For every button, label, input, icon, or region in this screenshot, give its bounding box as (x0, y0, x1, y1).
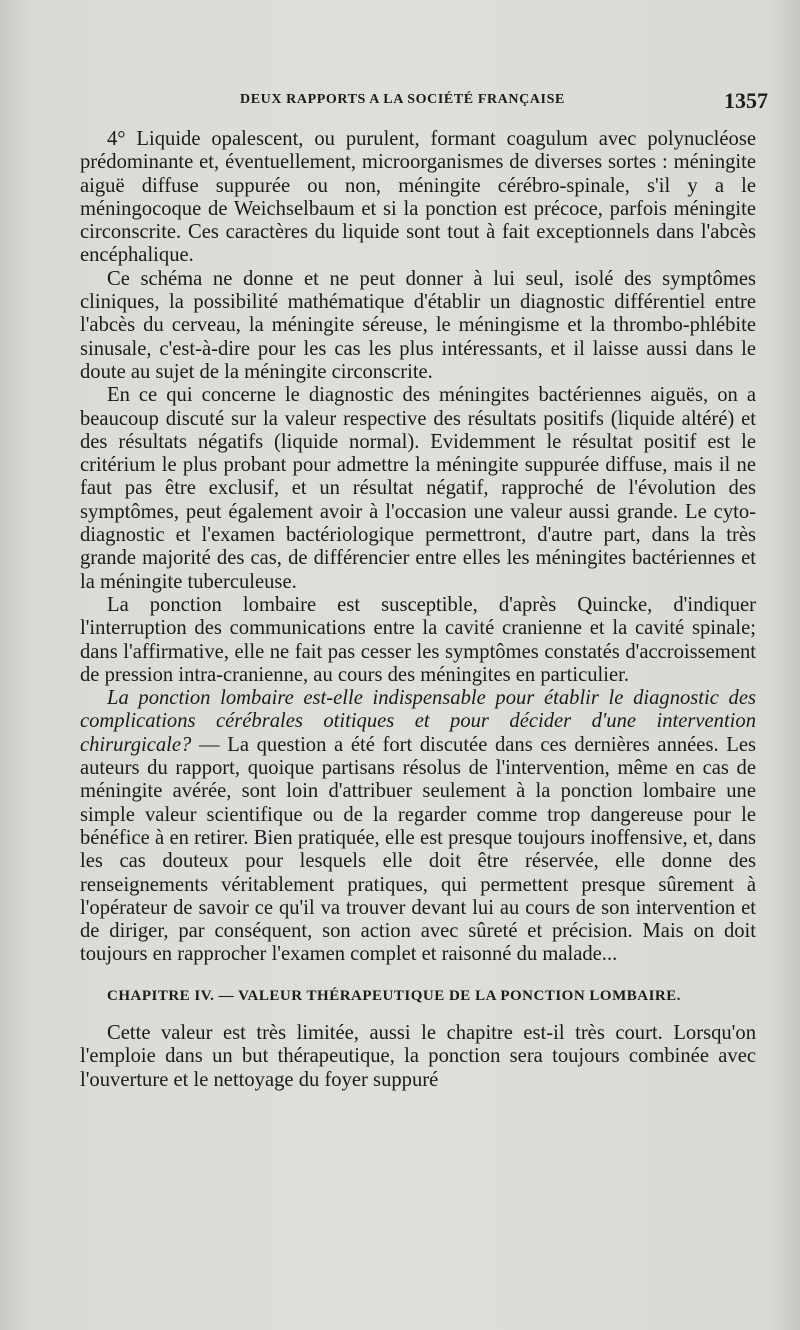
italic-question: La ponction lombaire est-elle indispensable pour établir le diagnostic des complications cérébrales otitiques et pour décider d'une intervention chirurgicale? (80, 687, 756, 756)
paragraph-therapeutic-value: Cette valeur est très limitée, aussi le chapitre est-il très court. Lorsqu'on l'emploie dans un but thérapeutique, la ponction sera toujours combinée avec l'ouverture et le nettoyage du foyer suppuré (80, 1021, 756, 1091)
body-text (80, 128, 756, 1092)
chapter-heading (80, 985, 756, 1008)
chapter-title: — VALEUR THÉRAPEUTIQUE DE LA PONCTION LOMBAIRE. (214, 987, 682, 1004)
page-number: 1357 (724, 88, 768, 113)
paragraph-answer: — La question a été fort discutée dans ces dernières années. Les auteurs du rapport, quoique partisans résolus de l'intervention, même en cas de méningite avérée, sont loin d'attribuer seulement à la ponction lombaire une simple valeur scientifique ou de la regarder comme trop dangereuse pour le bénéfice à en retirer. Bien pratiquée, elle est presque toujours inoffensive, et, dans les cas douteux pour lesquels elle doit être réservée, elle donne des renseignements véritablement pratiques, qui permettent presque sûrement à l'opérateur de savoir ce qu'il va trouver devant lui au cours de son intervention et de diriger, par conséquent, son action avec sûreté et précision. Mais on doit toujours en rapprocher l'examen complet et raisonné du malade... (80, 733, 756, 966)
chapter-label: CHAPITRE IV. (107, 987, 215, 1004)
running-head: DEUX RAPPORTS A LA SOCIÉTÉ FRANÇAISE (240, 92, 565, 107)
paragraph-schema-limits: Ce schéma ne donne et ne peut donner à lui seul, isolé des symptômes cliniques, la possibilité mathématique d'établir un diagnostic différentiel entre l'abcès du cerveau, la méningite séreuse, le méningisme et la thrombo-phlébite sinusale, c'est-à-dire pour les cas les plus intéressants, et il laisse aussi dans le doute au sujet de la méningite circonscrite. (80, 267, 756, 383)
paragraph-liquid-type-4: 4° Liquide opalescent, ou purulent, formant coagulum avec polynucléose prédominante et, éventuellement, microorganismes de diverses sortes : méningite aiguë diffuse suppurée ou non, méningite cérébro-spinale, s'il y a le méningocoque de Weichselbaum et si la ponction est précoce, parfois méningite circonscrite. Ces caractères du liquide sont tout à fait exceptionnels dans l'abcès encéphalique. (80, 128, 756, 267)
paragraph-bacterial-meningitis: En ce qui concerne le diagnostic des méningites bactériennes aiguës, on a beaucoup discuté sur la valeur respective des résultats positifs (liquide altéré) et des résultats négatifs (liquide normal). Evidemment le résultat positif est le critérium le plus probant pour admettre la méningite suppurée diffuse, mais il ne faut pas être exclusif, et un résultat négatif, rapproché de l'évolution des symptômes, peut également avoir à l'occasion une valeur aussi grande. Le cyto-diagnostic et l'examen bactériologique permettront, d'autre part, dans la très grande majorité des cas, de différencier entre elles les méningites bactériennes et la méningite tuberculeuse. (80, 384, 756, 593)
paragraph-indispensable-question (80, 687, 756, 967)
page-header (0, 88, 800, 116)
paragraph-quincke: La ponction lombaire est susceptible, d'après Quincke, d'indiquer l'interruption des communications entre la cavité cranienne et la cavité spinale; dans l'affirmative, elle ne fait pas cesser les symptômes constatés d'accroissement de pression intra-cranienne, au cours des méningites en particulier. (80, 593, 756, 686)
